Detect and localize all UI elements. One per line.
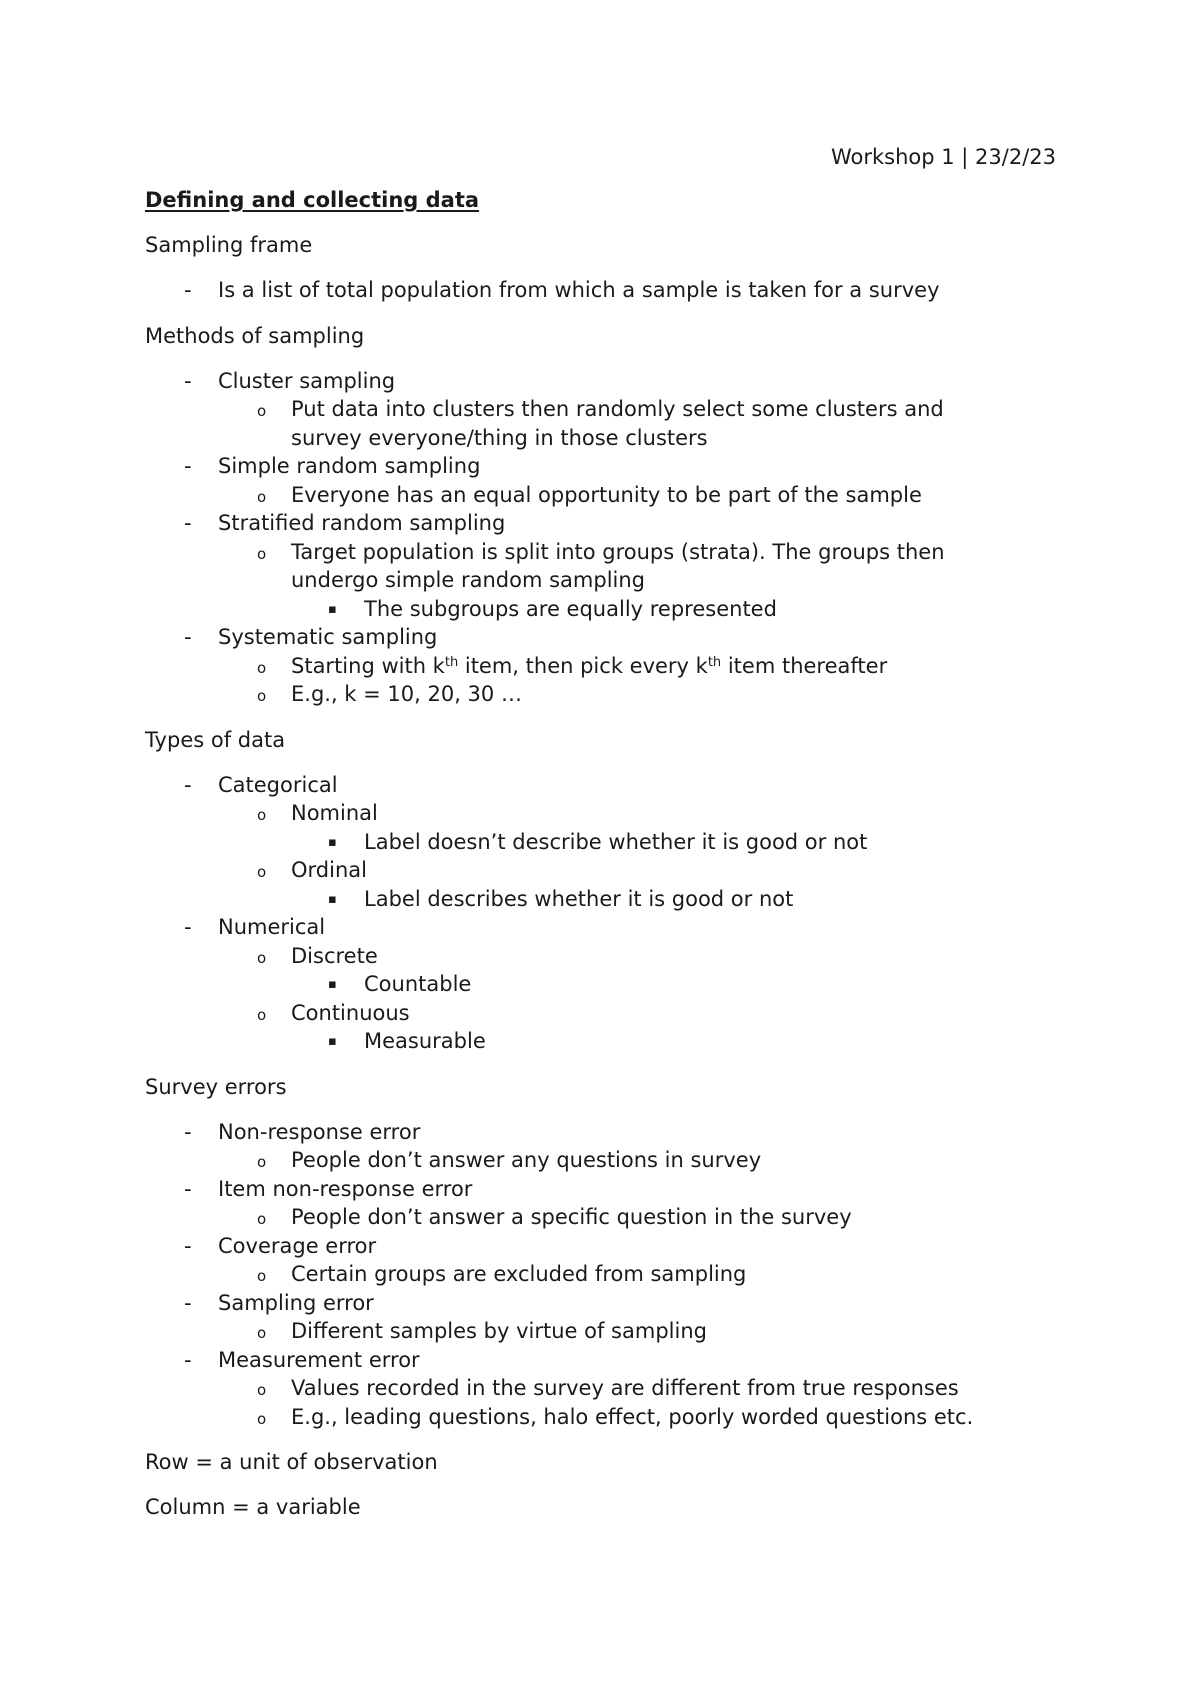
list-item-text: Stratified random sampling [218, 511, 506, 535]
column-definition: Column = a variable [145, 1495, 361, 1519]
list-item-text: Item non-response error [218, 1176, 473, 1201]
list-item-text: Different samples by virtue of sampling [291, 1319, 707, 1343]
errors-list [145, 1118, 1045, 1432]
list-item [145, 999, 1045, 1028]
list-item [145, 970, 1045, 999]
list-item [145, 942, 1045, 971]
square-bullet: ▪ [328, 601, 337, 617]
list-item [145, 395, 1045, 452]
list-item-text: Numerical [218, 915, 326, 939]
list-item-text: Discrete [291, 943, 378, 968]
list-item-text: Simple random sampling [218, 454, 481, 478]
list-item [145, 1118, 1045, 1147]
list-item-text: E.g., k = 10, 20, 30 … [291, 682, 522, 706]
list-item [145, 276, 1045, 305]
list-item [145, 452, 1045, 481]
list-item [145, 1317, 1045, 1346]
list-item [145, 1027, 1045, 1056]
section-heading-errors: Survey errors [145, 1074, 287, 1099]
list-item-text: Label describes whether it is good or not [364, 886, 794, 911]
list-item [145, 652, 1045, 681]
dash-bullet: - [184, 278, 192, 302]
circle-bullet: o [257, 1381, 267, 1399]
square-bullet: ▪ [328, 977, 337, 992]
sampling-frame-list [145, 276, 1045, 305]
dash-bullet: - [184, 368, 192, 393]
list-item-text: Everyone has an equal opportunity to be part of the sample [291, 482, 922, 507]
circle-bullet: o [257, 544, 267, 563]
list-item-text: Categorical [218, 772, 338, 797]
list-item-text: E.g., leading questions, halo effect, poorly worded questions etc. [291, 1404, 974, 1429]
list-item-text: Non-response error [218, 1119, 421, 1144]
methods-list [145, 367, 1045, 709]
circle-bullet: o [257, 1324, 267, 1342]
list-item [145, 1175, 1045, 1204]
list-item-text: Nominal [291, 801, 378, 825]
list-item [145, 1374, 1045, 1403]
text-run: Starting with k [291, 653, 445, 678]
list-item-text: Countable [364, 972, 472, 996]
dash-bullet: - [184, 1119, 192, 1144]
list-item-text: Continuous [291, 1000, 410, 1025]
list-item [145, 595, 1045, 624]
section-heading-methods: Methods of sampling [145, 323, 365, 348]
list-item [145, 538, 1045, 595]
section-heading-types: Types of data [145, 727, 286, 752]
dash-bullet: - [184, 1176, 192, 1201]
circle-bullet: o [257, 806, 267, 824]
list-item [145, 1403, 1045, 1432]
list-item [145, 623, 1045, 652]
list-item-text: Ordinal [291, 858, 367, 882]
list-item-text: Sampling error [218, 1290, 374, 1315]
circle-bullet: o [257, 1267, 267, 1285]
circle-bullet: o [257, 1409, 267, 1428]
list-item-text: Target population is split into groups (strata). The groups then [291, 539, 945, 564]
text-run: item thereafter [721, 653, 888, 678]
dash-bullet: - [184, 1233, 192, 1258]
dash-bullet: - [184, 772, 192, 797]
list-item [145, 1346, 1045, 1375]
circle-bullet: o [257, 1005, 267, 1024]
section-heading-sampling-frame: Sampling frame [145, 233, 313, 257]
list-item [145, 771, 1045, 800]
list-item-text: Measurement error [218, 1347, 420, 1372]
square-bullet: ▪ [328, 891, 337, 907]
circle-bullet: o [257, 487, 267, 506]
list-item-text: survey everyone/thing in those clusters [291, 425, 708, 450]
circle-bullet: o [257, 402, 267, 420]
list-item-text: Put data into clusters then randomly select some clusters and [291, 397, 944, 421]
circle-bullet: o [257, 687, 267, 705]
list-item [145, 367, 1045, 396]
dash-bullet: - [184, 915, 192, 939]
dash-bullet: - [184, 511, 192, 535]
document-body [145, 186, 1045, 1538]
list-item-text: Cluster sampling [218, 368, 396, 393]
list-item-text: Label doesn’t describe whether it is good or not [364, 829, 868, 854]
dash-bullet: - [184, 1290, 192, 1315]
circle-bullet: o [257, 658, 267, 677]
list-item [145, 885, 1045, 914]
superscript: th [444, 654, 459, 670]
circle-bullet: o [257, 1210, 267, 1228]
list-item [145, 680, 1045, 709]
circle-bullet: o [257, 1153, 267, 1171]
dash-bullet: - [184, 454, 192, 478]
list-item-text: Measurable [364, 1029, 486, 1053]
list-item [145, 1232, 1045, 1261]
list-item-text: Certain groups are excluded from sampling [291, 1262, 747, 1286]
list-item [145, 856, 1045, 885]
row-definition: Row = a unit of observation [145, 1450, 438, 1474]
circle-bullet: o [257, 948, 267, 967]
types-list [145, 771, 1045, 1056]
list-item [145, 1146, 1045, 1175]
list-item-text: People don’t answer any questions in survey [291, 1148, 762, 1172]
list-item-text [291, 654, 887, 678]
square-bullet: ▪ [328, 1034, 337, 1049]
list-item-text: The subgroups are equally represented [364, 596, 777, 621]
list-item [145, 1260, 1045, 1289]
document-header: Workshop 1 | 23/2/23 [830, 145, 1056, 169]
list-item [145, 913, 1045, 942]
text-run: item, then pick every k [458, 653, 708, 678]
square-bullet: ▪ [328, 834, 337, 850]
list-item [145, 1203, 1045, 1232]
dash-bullet: - [184, 1347, 192, 1372]
dash-bullet: - [184, 625, 192, 649]
list-item-text: undergo simple random sampling [291, 568, 646, 592]
list-item [145, 799, 1045, 828]
list-item [145, 481, 1045, 510]
circle-bullet: o [257, 863, 267, 881]
list-item-text: Values recorded in the survey are different from true responses [291, 1376, 959, 1400]
list-item [145, 1289, 1045, 1318]
list-item-text: Systematic sampling [218, 625, 438, 649]
list-item-text: Is a list of total population from which a sample is taken for a survey [218, 278, 940, 302]
superscript: th [707, 654, 722, 670]
list-item [145, 509, 1045, 538]
list-item [145, 828, 1045, 857]
list-item-text: Coverage error [218, 1233, 377, 1258]
page-title: Defining and collecting data [145, 188, 480, 212]
list-item-text: People don’t answer a specific question in the survey [291, 1205, 852, 1229]
